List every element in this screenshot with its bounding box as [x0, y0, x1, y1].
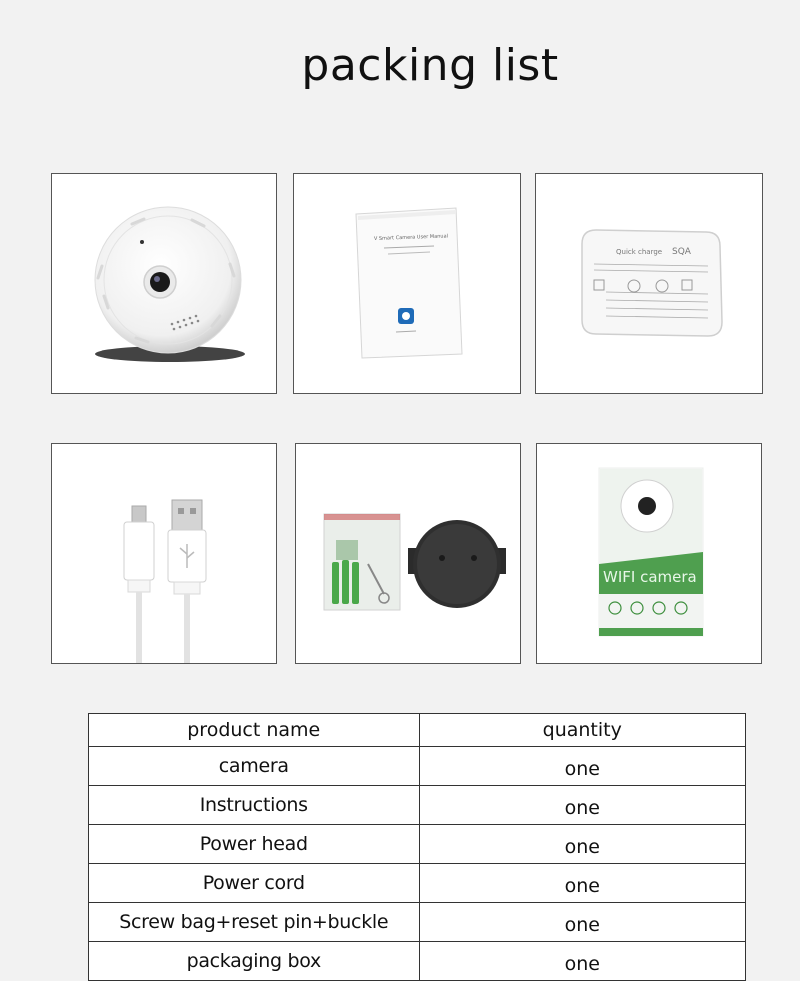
manual-cover-title: V Smart Camera User Manual	[373, 233, 449, 242]
row-name: Instructions	[89, 786, 420, 825]
row-name: Power head	[89, 825, 420, 864]
power-adapter-icon	[536, 174, 763, 394]
row-quantity: one	[419, 825, 745, 864]
header-quantity: quantity	[419, 714, 745, 747]
row-quantity: one	[419, 903, 745, 942]
box-label: WIFI camera	[603, 568, 697, 586]
box-icon	[537, 444, 762, 664]
row-quantity: one	[419, 864, 745, 903]
row-quantity: one	[419, 942, 745, 981]
packaging-box-image-card	[536, 443, 762, 664]
instructions-image-card	[293, 173, 521, 394]
camera-image-card	[51, 173, 277, 394]
table-row	[89, 942, 746, 981]
svg-text:SQA: SQA	[672, 247, 691, 257]
usb-cable-icon	[52, 444, 277, 664]
power-cord-image-card	[51, 443, 277, 664]
table-row	[89, 903, 746, 942]
adapter-brand-text: Quick charge	[616, 248, 663, 256]
buckle-icon	[408, 520, 506, 608]
packing-table	[88, 713, 746, 981]
row-quantity: one	[419, 747, 745, 786]
row-quantity: one	[419, 786, 745, 825]
row-name: packaging box	[89, 942, 420, 981]
row-name: Screw bag+reset pin+buckle	[89, 903, 420, 942]
screw-bag-icon	[296, 444, 521, 664]
page-title: packing list	[301, 40, 559, 91]
manual-icon	[294, 174, 521, 394]
camera-icon	[52, 174, 277, 394]
row-name: Power cord	[89, 864, 420, 903]
table-row	[89, 786, 746, 825]
row-name: camera	[89, 747, 420, 786]
table-header-row	[89, 714, 746, 747]
table-row	[89, 825, 746, 864]
accessories-image-card	[295, 443, 521, 664]
table-row	[89, 864, 746, 903]
power-head-image-card	[535, 173, 763, 394]
table-row	[89, 747, 746, 786]
header-product-name: product name	[89, 714, 420, 747]
